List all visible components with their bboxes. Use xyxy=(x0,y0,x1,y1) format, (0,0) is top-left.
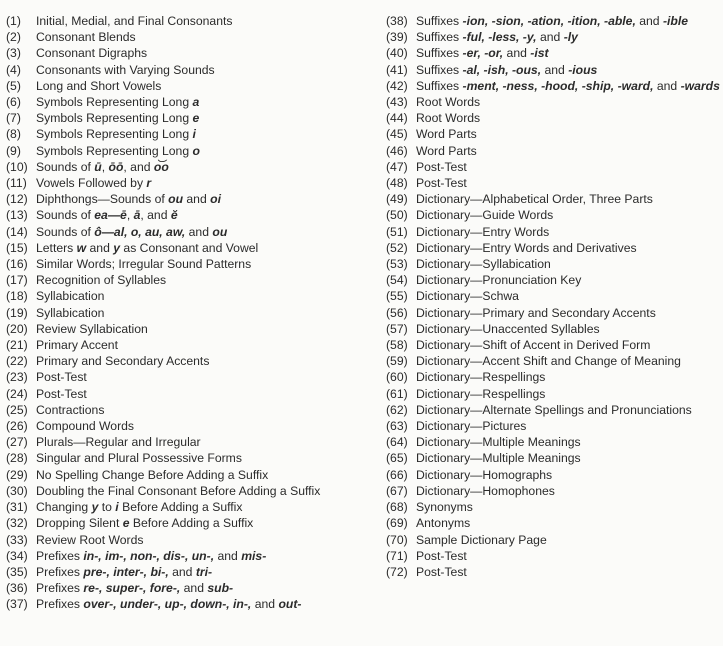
entry-title: Dictionary—Schwa xyxy=(416,289,519,304)
contents-entry xyxy=(6,499,368,515)
entry-number: (67) xyxy=(386,483,408,498)
entry-title: Consonants with Varying Sounds xyxy=(36,62,215,77)
entry-number: (17) xyxy=(6,273,28,288)
entry-title: Initial, Medial, and Final Consonants xyxy=(36,14,233,28)
contents-entry xyxy=(386,532,723,548)
entry-title: Post-Test xyxy=(416,176,467,191)
contents-entry xyxy=(386,483,723,499)
contents-entry xyxy=(386,467,723,483)
entry-title: Primary and Secondary Accents xyxy=(36,354,210,369)
entry-title: Similar Words; Irregular Sound Patterns xyxy=(36,257,252,272)
entry-title: Post-Test xyxy=(416,564,467,579)
entry-title: Dictionary—Entry Words xyxy=(416,224,550,239)
entry-title: Sounds of ū, ōō, and o͝o xyxy=(36,159,169,174)
entry-number: (37) xyxy=(6,597,28,612)
entry-title: Synonyms xyxy=(416,500,473,515)
entry-title: Doubling the Final Consonant Before Adding a Suffix xyxy=(36,483,321,498)
entry-number: (43) xyxy=(386,95,408,110)
entry-title: Suffixes -ment, -ness, -hood, -ship, -ward, and -wards xyxy=(416,78,720,93)
contents-entry xyxy=(386,159,723,175)
contents-entry xyxy=(386,321,723,337)
contents-entry xyxy=(6,450,368,466)
entry-number: (21) xyxy=(6,338,28,353)
entry-number: (32) xyxy=(6,516,28,531)
entry-title: Consonant Blends xyxy=(36,30,136,45)
entry-title: Changing y to i Before Adding a Suffix xyxy=(36,500,243,515)
contents-entry xyxy=(6,159,368,175)
contents-entry xyxy=(6,110,368,126)
entry-title: Dictionary—Respellings xyxy=(416,370,546,385)
entry-number: (1) xyxy=(6,14,21,28)
entry-title: Contractions xyxy=(36,402,105,417)
entry-title: Recognition of Syllables xyxy=(36,273,167,288)
contents-entry xyxy=(6,29,368,45)
entry-number: (13) xyxy=(6,208,28,223)
entry-title: Plurals—Regular and Irregular xyxy=(36,435,201,450)
entry-number: (63) xyxy=(386,419,408,434)
entry-title: No Spelling Change Before Adding a Suffix xyxy=(36,467,269,482)
contents-entry xyxy=(6,256,368,272)
contents-entry xyxy=(6,321,368,337)
entry-title: Word Parts xyxy=(416,127,477,142)
contents-entry xyxy=(386,288,723,304)
entry-number: (10) xyxy=(6,159,28,174)
contents-entry xyxy=(386,337,723,353)
contents-entry xyxy=(6,369,368,385)
entry-number: (20) xyxy=(6,321,28,336)
contents-entry xyxy=(386,256,723,272)
entry-number: (24) xyxy=(6,386,28,401)
entry-title: Post-Test xyxy=(416,159,467,174)
entry-number: (42) xyxy=(386,78,408,93)
contents-entry xyxy=(6,418,368,434)
entry-number: (62) xyxy=(386,402,408,417)
entry-title: Prefixes in-, im-, non-, dis-, un-, and mis- xyxy=(36,548,267,563)
entry-title: Consonant Digraphs xyxy=(36,46,148,61)
entry-number: (57) xyxy=(386,321,408,336)
entry-title: Review Syllabication xyxy=(36,321,148,336)
entry-title: Vowels Followed by r xyxy=(36,176,152,191)
contents-entry xyxy=(6,13,368,29)
entry-number: (14) xyxy=(6,224,28,239)
entry-number: (53) xyxy=(386,257,408,272)
contents-entry xyxy=(6,353,368,369)
contents-entry xyxy=(386,240,723,256)
contents-entry xyxy=(6,337,368,353)
contents-entry xyxy=(6,45,368,61)
entry-title: Sounds of ô—al, o, au, aw, and ou xyxy=(36,224,228,239)
entry-title: Primary Accent xyxy=(36,338,118,353)
entry-number: (36) xyxy=(6,581,28,596)
entry-title: Dictionary—Primary and Secondary Accents xyxy=(416,305,656,320)
entry-number: (11) xyxy=(6,176,27,191)
entry-number: (68) xyxy=(386,500,408,515)
entry-number: (70) xyxy=(386,532,408,547)
entry-title: Prefixes over-, under-, up-, down-, in-, and out- xyxy=(36,597,302,612)
entry-title: Suffixes -al, -ish, -ous, and -ious xyxy=(416,62,598,77)
entry-title: Dictionary—Multiple Meanings xyxy=(416,435,581,450)
contents-entry xyxy=(6,240,368,256)
entry-title: Review Root Words xyxy=(36,532,144,547)
entry-number: (69) xyxy=(386,516,408,531)
contents-entry xyxy=(386,224,723,240)
contents-entry xyxy=(386,78,723,94)
entry-title: Dictionary—Unaccented Syllables xyxy=(416,321,600,336)
entry-number: (64) xyxy=(386,435,408,450)
entry-title: Symbols Representing Long e xyxy=(36,111,200,126)
contents-entry xyxy=(386,434,723,450)
entry-number: (51) xyxy=(386,224,408,239)
entry-title: Symbols Representing Long i xyxy=(36,127,196,142)
entry-title: Root Words xyxy=(416,111,481,126)
entry-number: (8) xyxy=(6,127,21,142)
contents-entry xyxy=(6,272,368,288)
entry-number: (60) xyxy=(386,370,408,385)
entry-title: Prefixes pre-, inter-, bi-, and tri- xyxy=(36,564,213,579)
entry-number: (66) xyxy=(386,467,408,482)
entry-number: (2) xyxy=(6,30,21,45)
entry-title: Sample Dictionary Page xyxy=(416,532,547,547)
contents-entry xyxy=(6,386,368,402)
contents-entry xyxy=(386,45,723,61)
contents-entry xyxy=(386,353,723,369)
entry-number: (52) xyxy=(386,240,408,255)
contents-entry xyxy=(6,207,368,223)
entry-number: (30) xyxy=(6,483,28,498)
entry-number: (50) xyxy=(386,208,408,223)
entry-number: (39) xyxy=(386,30,408,45)
entry-title: Dictionary—Accent Shift and Change of Meaning xyxy=(416,354,681,369)
entry-number: (56) xyxy=(386,305,408,320)
contents-right-column xyxy=(386,13,723,580)
entry-number: (26) xyxy=(6,419,28,434)
contents-entry xyxy=(386,62,723,78)
entry-number: (4) xyxy=(6,62,21,77)
entry-title: Dictionary—Syllabication xyxy=(416,257,551,272)
entry-number: (49) xyxy=(386,192,408,207)
entry-title: Symbols Representing Long o xyxy=(36,143,200,158)
contents-entry xyxy=(6,78,368,94)
entry-title: Suffixes -ful, -less, -y, and -ly xyxy=(416,30,578,45)
entry-number: (44) xyxy=(386,111,408,126)
contents-entry xyxy=(6,62,368,78)
entry-number: (72) xyxy=(386,564,408,579)
entry-title: Prefixes re-, super-, fore-, and sub- xyxy=(36,581,234,596)
entry-title: Dictionary—Homographs xyxy=(416,467,553,482)
entry-title: Dictionary—Shift of Accent in Derived Form xyxy=(416,338,651,353)
contents-entry xyxy=(386,143,723,159)
entry-number: (19) xyxy=(6,305,28,320)
contents-entry xyxy=(6,548,368,564)
entry-title: Dictionary—Multiple Meanings xyxy=(416,451,581,466)
entry-number: (12) xyxy=(6,192,28,207)
entry-number: (65) xyxy=(386,451,408,466)
contents-entry xyxy=(6,483,368,499)
entry-number: (9) xyxy=(6,143,21,158)
contents-entry xyxy=(386,515,723,531)
entry-title: Post-Test xyxy=(416,548,467,563)
entry-title: Compound Words xyxy=(36,419,134,434)
contents-entry xyxy=(386,564,723,580)
contents-entry xyxy=(6,580,368,596)
contents-entry xyxy=(386,418,723,434)
contents-entry xyxy=(386,13,723,29)
contents-entry xyxy=(386,450,723,466)
entry-number: (29) xyxy=(6,467,28,482)
entry-number: (61) xyxy=(386,386,408,401)
contents-entry xyxy=(386,29,723,45)
entry-title: Dictionary—Guide Words xyxy=(416,208,554,223)
entry-number: (3) xyxy=(6,46,21,61)
contents-entry xyxy=(386,191,723,207)
contents-entry xyxy=(386,548,723,564)
entry-number: (55) xyxy=(386,289,408,304)
entry-number: (18) xyxy=(6,289,28,304)
contents-entry xyxy=(386,402,723,418)
entry-title: Dictionary—Homophones xyxy=(416,483,555,498)
entry-title: Letters w and y as Consonant and Vowel xyxy=(36,240,259,255)
contents-entry xyxy=(6,94,368,110)
entry-title: Long and Short Vowels xyxy=(36,78,162,93)
contents-entry xyxy=(6,564,368,580)
contents-entry xyxy=(6,467,368,483)
contents-entry xyxy=(386,272,723,288)
entry-title: Post-Test xyxy=(36,386,87,401)
entry-number: (25) xyxy=(6,402,28,417)
entry-title: Singular and Plural Possessive Forms xyxy=(36,451,242,466)
entry-number: (5) xyxy=(6,78,21,93)
contents-entry xyxy=(386,305,723,321)
entry-title: Dictionary—Respellings xyxy=(416,386,546,401)
entry-title: Symbols Representing Long a xyxy=(36,95,200,110)
entry-title: Word Parts xyxy=(416,143,477,158)
entry-title: Dictionary—Pictures xyxy=(416,419,527,434)
contents-entry xyxy=(386,369,723,385)
entry-number: (15) xyxy=(6,240,28,255)
entry-title: Diphthongs—Sounds of ou and oi xyxy=(36,192,221,207)
entry-number: (34) xyxy=(6,548,28,563)
entry-title: Dictionary—Alphabetical Order, Three Parts xyxy=(416,192,653,207)
contents-entry xyxy=(6,434,368,450)
entry-number: (7) xyxy=(6,111,21,126)
contents-left-column xyxy=(6,13,368,613)
entry-title: Post-Test xyxy=(36,370,87,385)
entry-title: Dictionary—Alternate Spellings and Pronunciations xyxy=(416,402,692,417)
entry-number: (41) xyxy=(386,62,408,77)
contents-entry xyxy=(6,596,368,612)
entry-title: Antonyms xyxy=(416,516,471,531)
entry-title: Root Words xyxy=(416,95,481,110)
contents-entry xyxy=(6,126,368,142)
entry-number: (59) xyxy=(386,354,408,369)
entry-title: Syllabication xyxy=(36,289,105,304)
contents-entry xyxy=(6,532,368,548)
contents-entry xyxy=(6,402,368,418)
contents-entry xyxy=(6,175,368,191)
contents-entry xyxy=(386,175,723,191)
contents-entry xyxy=(386,94,723,110)
entry-number: (23) xyxy=(6,370,28,385)
contents-entry xyxy=(6,191,368,207)
contents-entry xyxy=(6,515,368,531)
contents-entry xyxy=(386,110,723,126)
entry-number: (6) xyxy=(6,95,21,110)
entry-number: (22) xyxy=(6,354,28,369)
entry-number: (47) xyxy=(386,159,408,174)
contents-entry xyxy=(6,305,368,321)
contents-entry xyxy=(6,224,368,240)
contents-entry xyxy=(6,143,368,159)
entry-number: (40) xyxy=(386,46,408,61)
entry-number: (38) xyxy=(386,14,408,28)
entry-number: (31) xyxy=(6,500,28,515)
contents-entry xyxy=(386,499,723,515)
entry-number: (54) xyxy=(386,273,408,288)
entry-number: (28) xyxy=(6,451,28,466)
entry-title: Suffixes -er, -or, and -ist xyxy=(416,46,549,61)
entry-title: Dictionary—Pronunciation Key xyxy=(416,273,582,288)
entry-number: (16) xyxy=(6,257,28,272)
entry-number: (35) xyxy=(6,564,28,579)
contents-entry xyxy=(386,126,723,142)
entry-number: (33) xyxy=(6,532,28,547)
contents-entry xyxy=(386,207,723,223)
entry-title: Suffixes -ion, -sion, -ation, -ition, -able, and -ible xyxy=(416,14,689,28)
entry-number: (48) xyxy=(386,176,408,191)
entry-title: Sounds of ea—ē, ā, and ĕ xyxy=(36,208,178,223)
entry-number: (46) xyxy=(386,143,408,158)
entry-number: (71) xyxy=(386,548,408,563)
entry-title: Dictionary—Entry Words and Derivatives xyxy=(416,240,637,255)
entry-number: (58) xyxy=(386,338,408,353)
entry-title: Dropping Silent e Before Adding a Suffix xyxy=(36,516,254,531)
contents-entry xyxy=(386,386,723,402)
entry-title: Syllabication xyxy=(36,305,105,320)
entry-number: (45) xyxy=(386,127,408,142)
contents-entry xyxy=(6,288,368,304)
entry-number: (27) xyxy=(6,435,28,450)
